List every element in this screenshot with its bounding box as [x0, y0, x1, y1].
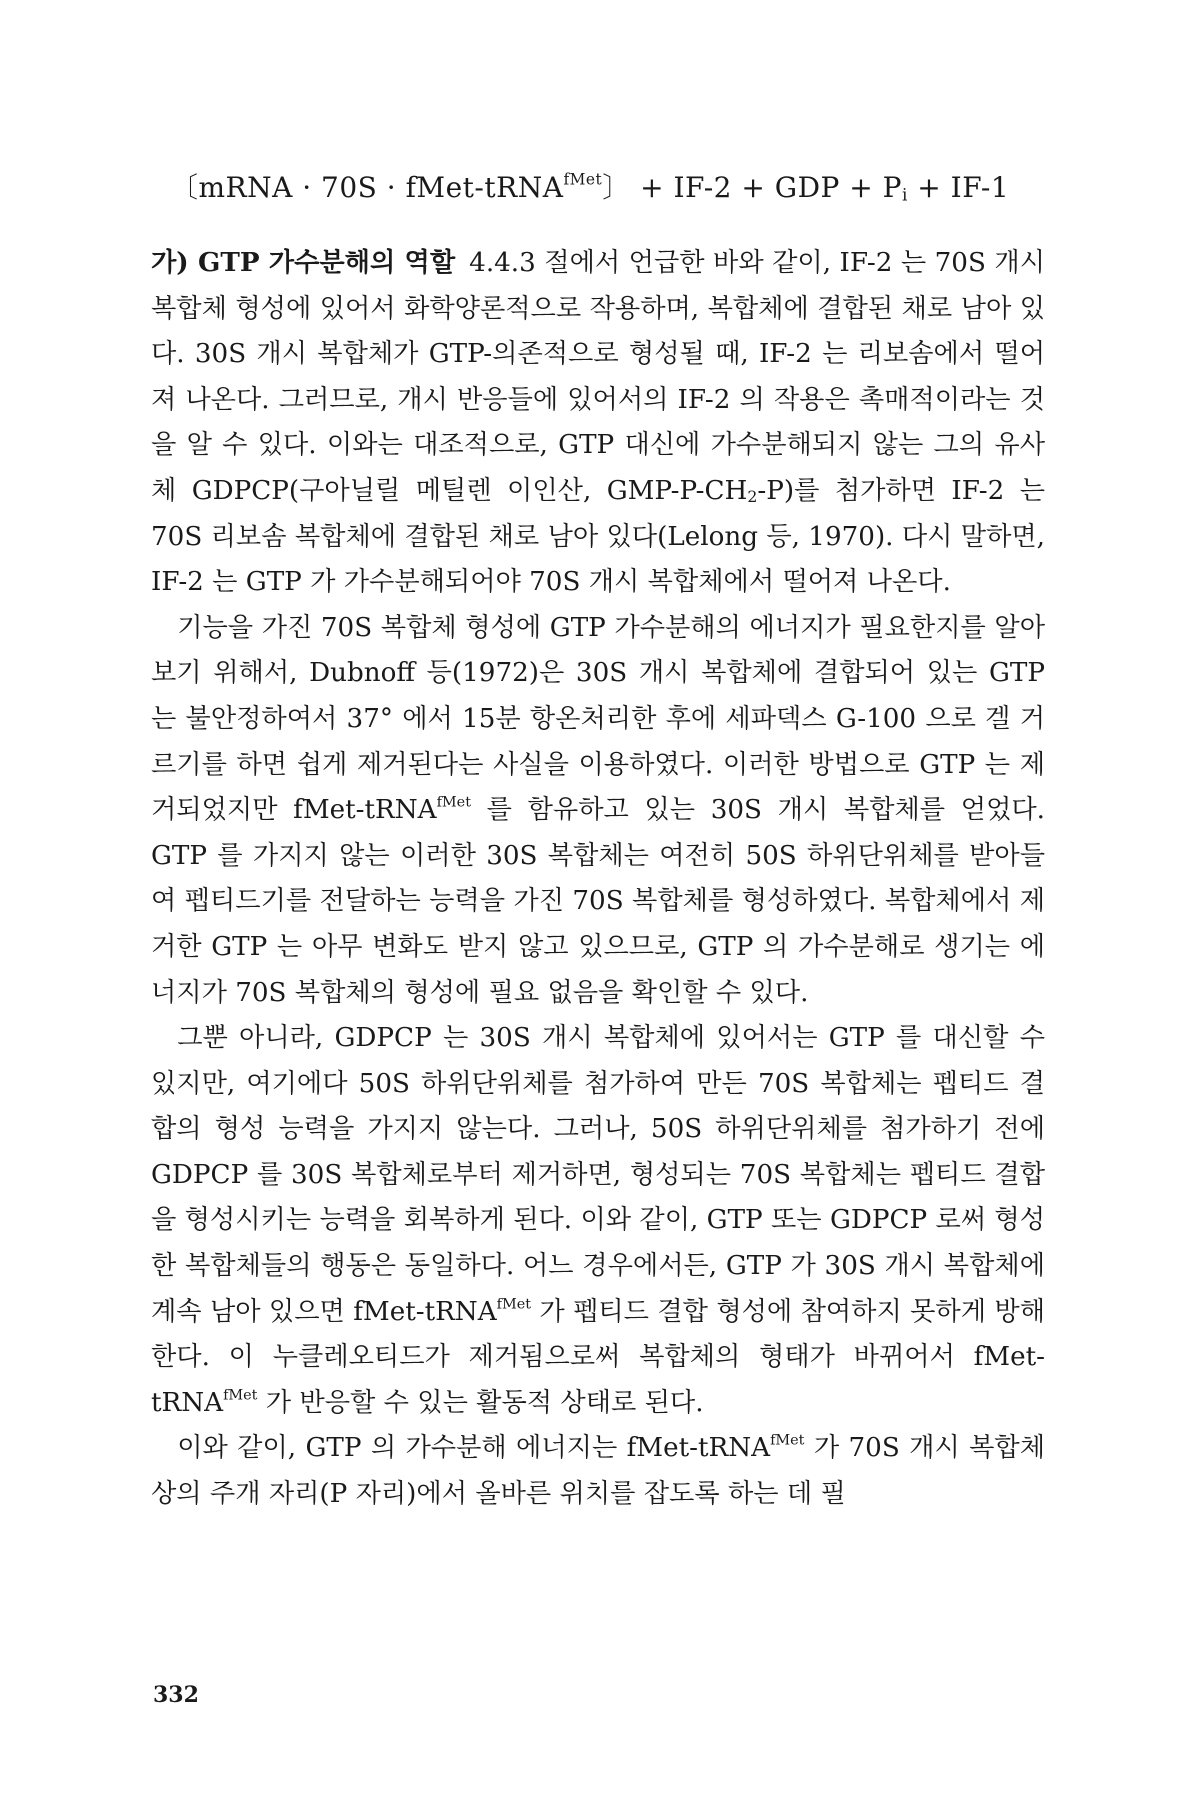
paragraph-text: 가 펩티드 결합 형성에 참여하지 못하게 방해한다. 이 누클레오티드가 제거됨으로써 복합체의 형태가 바뀌어서 fMet-tRNA — [151, 1296, 1045, 1418]
paragraph-3 — [151, 1016, 1045, 1426]
body-text — [151, 240, 1045, 1518]
paragraph-4 — [151, 1426, 1045, 1517]
page-number: 332 — [153, 1682, 199, 1708]
equation-subscript: i — [902, 184, 908, 205]
paragraph-text: 가 반응할 수 있는 활동적 상태로 된다. — [257, 1387, 704, 1418]
paragraph-text: 그뿐 아니라, GDPCP 는 30S 개시 복합체에 있어서는 GTP 를 대신할 수 있지만, 여기에다 50S 하위단위체를 첨가하여 만든 70S 복합체는 펩티드 결합의 형성 능력을 가지지 않는다. 그러나, 50S 하위단위체를 첨가하기 전에 GDPCP 를 30S 복합체로부터 제거하면, 형성되는 70S 복합체는 펩티드 결합을 형성시키는 능력을 회복하게 된다. 이와 같이, GTP 또는 GDPCP 로써 형성한 복합체들의 행동은 동일하다. 어느 경우에서든, GTP 가 30S 개시 복합체에 계속 남아 있으면 fMet-tRNA — [151, 1023, 1045, 1327]
section-heading: 가) GTP 가수분해의 역할 — [151, 247, 456, 278]
equation-superscript: fMet — [563, 170, 603, 189]
superscript: fMet — [770, 1432, 805, 1449]
superscript: fMet — [436, 794, 471, 811]
superscript: fMet — [496, 1296, 532, 1313]
reaction-equation — [170, 166, 1009, 206]
paragraph-text: 4.4.3 절에서 언급한 바와 같이, IF-2 는 70S 개시 복합체 형성에 있어서 화학양론적으로 작용하며, 복합체에 결합된 채로 남아 있다. 30S 개시 복합체가 GTP-의존적으로 형성될 때, IF-2 는 리보솜에서 떨어져 나온다. 그러므로, 개시 반응들에 있어서의 IF-2 의 작용은 촉매적이라는 것을 알 수 있다. 이와는 대조적으로, GTP 대신에 가수분해되지 않는 그의 유사체 GDPCP(구아닐릴 메틸렌 이인산, GMP-P-CH — [151, 248, 1045, 506]
paragraph-text: 이와 같이, GTP 의 가수분해 에너지는 fMet-tRNA — [177, 1433, 771, 1464]
equation-part: 〔mRNA · 70S · fMet-tRNA — [170, 171, 564, 204]
paragraph-text: 가 70S 개시 복합체 상의 주개 자리(P 자리)에서 올바른 위치를 잡도록 하는 데 필 — [151, 1433, 1045, 1510]
subscript: 2 — [747, 487, 758, 507]
paragraph-text: 기능을 가진 70S 복합체 형성에 GTP 가수분해의 에너지가 필요한지를 알아보기 위해서, Dubnoff 등(1972)은 30S 개시 복합체에 결합되어 있는 GTP 는 불안정하여서 37° 에서 15분 항온처리한 후에 세파덱스 G-100 으로 겔 거르기를 하면 쉽게 제거된다는 사실을 이용하였다. 이러한 방법으로 GTP 는 제거되었지만 fMet-tRNA — [151, 612, 1045, 826]
equation-part: + IF-1 — [907, 171, 1010, 204]
paragraph-1 — [151, 240, 1045, 606]
paragraph-text: -P)를 첨가하면 IF-2 는 70S 리보솜 복합체에 결합된 채로 남아 있다(Lelong 등, 1970). 다시 말하면, IF-2 는 GTP 가 가수분해되어야 70S 개시 복합체에서 떨어져 나온다. — [151, 475, 1045, 598]
paragraph-text: 를 함유하고 있는 30S 개시 복합체를 얻었다. GTP 를 가지지 않는 이러한 30S 복합체는 여전히 50S 하위단위체를 받아들여 펩티드기를 전달하는 능력을 가진 70S 복합체를 형성하였다. 복합체에서 제거한 GTP 는 아무 변화도 받지 않고 있으므로, GTP 의 가수분해로 생기는 에너지가 70S 복합체의 형성에 필요 없음을 확인할 수 있다. — [151, 795, 1045, 1008]
superscript: fMet — [223, 1387, 258, 1404]
paragraph-2 — [151, 606, 1045, 1016]
equation-part: 〕 + IF-2 + GDP + P — [602, 171, 902, 204]
